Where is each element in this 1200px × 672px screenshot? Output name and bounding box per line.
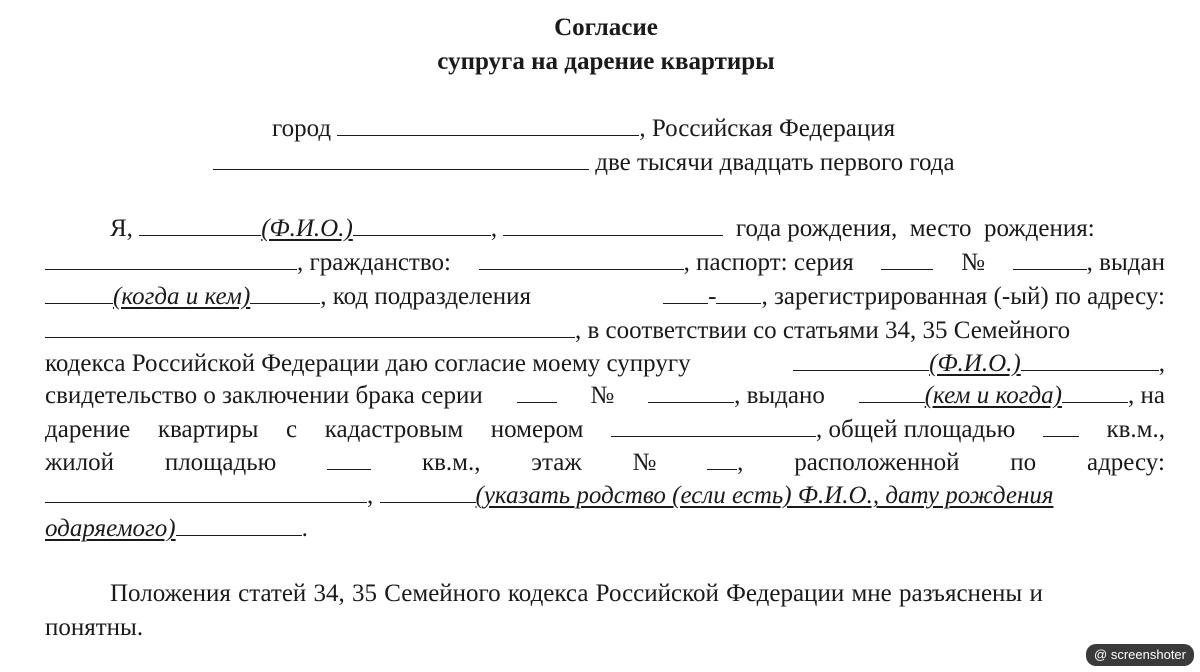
- spouse-fio-hint: (Ф.И.О.): [929, 350, 1021, 377]
- floor-blank: [707, 447, 737, 470]
- blank: [139, 213, 261, 236]
- text-code: , код подразделения: [320, 283, 531, 310]
- issuer-hint: (кем и когда): [924, 382, 1062, 409]
- document-subtitle: супруга на дарение квартиры: [437, 48, 775, 75]
- cert-series-blank: [517, 380, 557, 403]
- property-address-blank: [45, 480, 367, 503]
- blank: [250, 281, 320, 304]
- blank: [176, 513, 302, 536]
- cert-number-blank: [648, 380, 734, 403]
- text-word: номером: [490, 416, 584, 443]
- text-place2: рождения:: [984, 215, 1095, 242]
- watermark-badge: @ screenshoter: [1086, 644, 1194, 666]
- text-passport: , паспорт: серия: [683, 249, 854, 276]
- address-blank: [45, 315, 575, 338]
- text-comma: ,: [367, 482, 374, 509]
- text-num: №: [632, 449, 657, 476]
- text-num: №: [590, 382, 615, 409]
- total-area-blank: [1043, 414, 1079, 437]
- body-line-7: [45, 414, 1165, 446]
- text-word: по: [1010, 449, 1037, 476]
- body-line-8: [45, 447, 1165, 479]
- blank: [793, 348, 929, 371]
- blank: [859, 380, 925, 403]
- text-word: площадью: [164, 449, 277, 476]
- document-title: Согласие: [554, 14, 658, 41]
- text-comma: ,: [737, 449, 744, 476]
- text-citizenship: , гражданство:: [297, 249, 451, 276]
- text-place: место: [909, 215, 972, 242]
- passport-series-blank: [881, 247, 933, 270]
- text-certificate: свидетельство о заключении брака серии: [45, 382, 483, 409]
- passport-number-blank: [1013, 247, 1087, 270]
- text-word: квартиры: [157, 416, 259, 443]
- date-line: [213, 147, 955, 179]
- citizenship-blank: [479, 247, 684, 270]
- text-sqm: кв.м.,: [421, 449, 481, 476]
- text-num: №: [961, 249, 985, 276]
- text-word: с: [286, 416, 298, 443]
- city-line: [272, 113, 895, 145]
- text-located: расположенной: [794, 449, 960, 476]
- city-suffix: , Российская Федерация: [639, 115, 896, 142]
- text-registered: , зарегистрированная (-ый) по адресу:: [761, 283, 1165, 310]
- code-part1-blank: [663, 281, 708, 304]
- text-ya: Я,: [110, 215, 133, 242]
- donee-hint-end: одаряемого): [45, 515, 176, 542]
- text-birth: года рождения,: [735, 215, 898, 242]
- text-na: , на: [1127, 382, 1165, 409]
- closing-text-end: понятны.: [45, 614, 144, 641]
- body-line-6: [45, 380, 1165, 412]
- blank: [380, 480, 476, 503]
- donee-hint: (указать родство (если есть) Ф.И.О., дату рождения: [475, 482, 1054, 509]
- closing-text: Положения статей 34, 35 Семейного кодекса Российской Федерации мне разъяснены и: [110, 580, 1043, 607]
- blank: [45, 281, 113, 304]
- text-dot: .: [301, 515, 308, 542]
- text-issued: , выдано: [734, 382, 825, 409]
- body-line-5: [45, 348, 1165, 380]
- code-part2-blank: [716, 281, 761, 304]
- text-area: , общей площадью: [816, 416, 1016, 443]
- text-sqm: кв.м.,: [1106, 416, 1165, 443]
- text-comma: ,: [1158, 350, 1165, 377]
- body-line-3: [45, 281, 1165, 313]
- body-line-9: [45, 480, 1053, 512]
- text-consent: кодекса Российской Федерации даю согласие моему супругу: [45, 350, 691, 377]
- text-word: дарение: [45, 416, 131, 443]
- closing-line-2: [45, 612, 143, 644]
- blank: [1021, 348, 1159, 371]
- fio-hint: (Ф.И.О.): [261, 215, 353, 242]
- text-word: адресу:: [1086, 449, 1165, 476]
- when-hint: (когда и кем): [113, 283, 251, 310]
- text-dash: -: [708, 283, 717, 310]
- body-line-4: [45, 315, 1165, 347]
- body-line-2: [45, 247, 1165, 279]
- blank: [1062, 380, 1128, 403]
- cadastral-number-blank: [611, 414, 816, 437]
- living-area-blank: [327, 447, 371, 470]
- date-suffix: две тысячи двадцать первого года: [595, 149, 955, 176]
- text-word: жилой: [45, 449, 115, 476]
- city-prefix: город: [272, 115, 332, 142]
- text-comma: ,: [490, 215, 498, 242]
- blank: [353, 213, 491, 236]
- body-line-1: [110, 213, 1095, 245]
- text-word: кадастровым: [324, 416, 464, 443]
- closing-line-1: [110, 578, 1166, 610]
- body-line-10: [45, 513, 308, 545]
- city-blank: [337, 113, 639, 136]
- text-floor: этаж: [531, 449, 582, 476]
- birthplace-blank: [45, 247, 297, 270]
- text-issued: , выдан: [1086, 249, 1165, 276]
- date-blank: [213, 147, 589, 170]
- text-accordance: , в соответствии со статьями 34, 35 Семейного: [575, 317, 1071, 344]
- birth-date-blank: [503, 213, 723, 236]
